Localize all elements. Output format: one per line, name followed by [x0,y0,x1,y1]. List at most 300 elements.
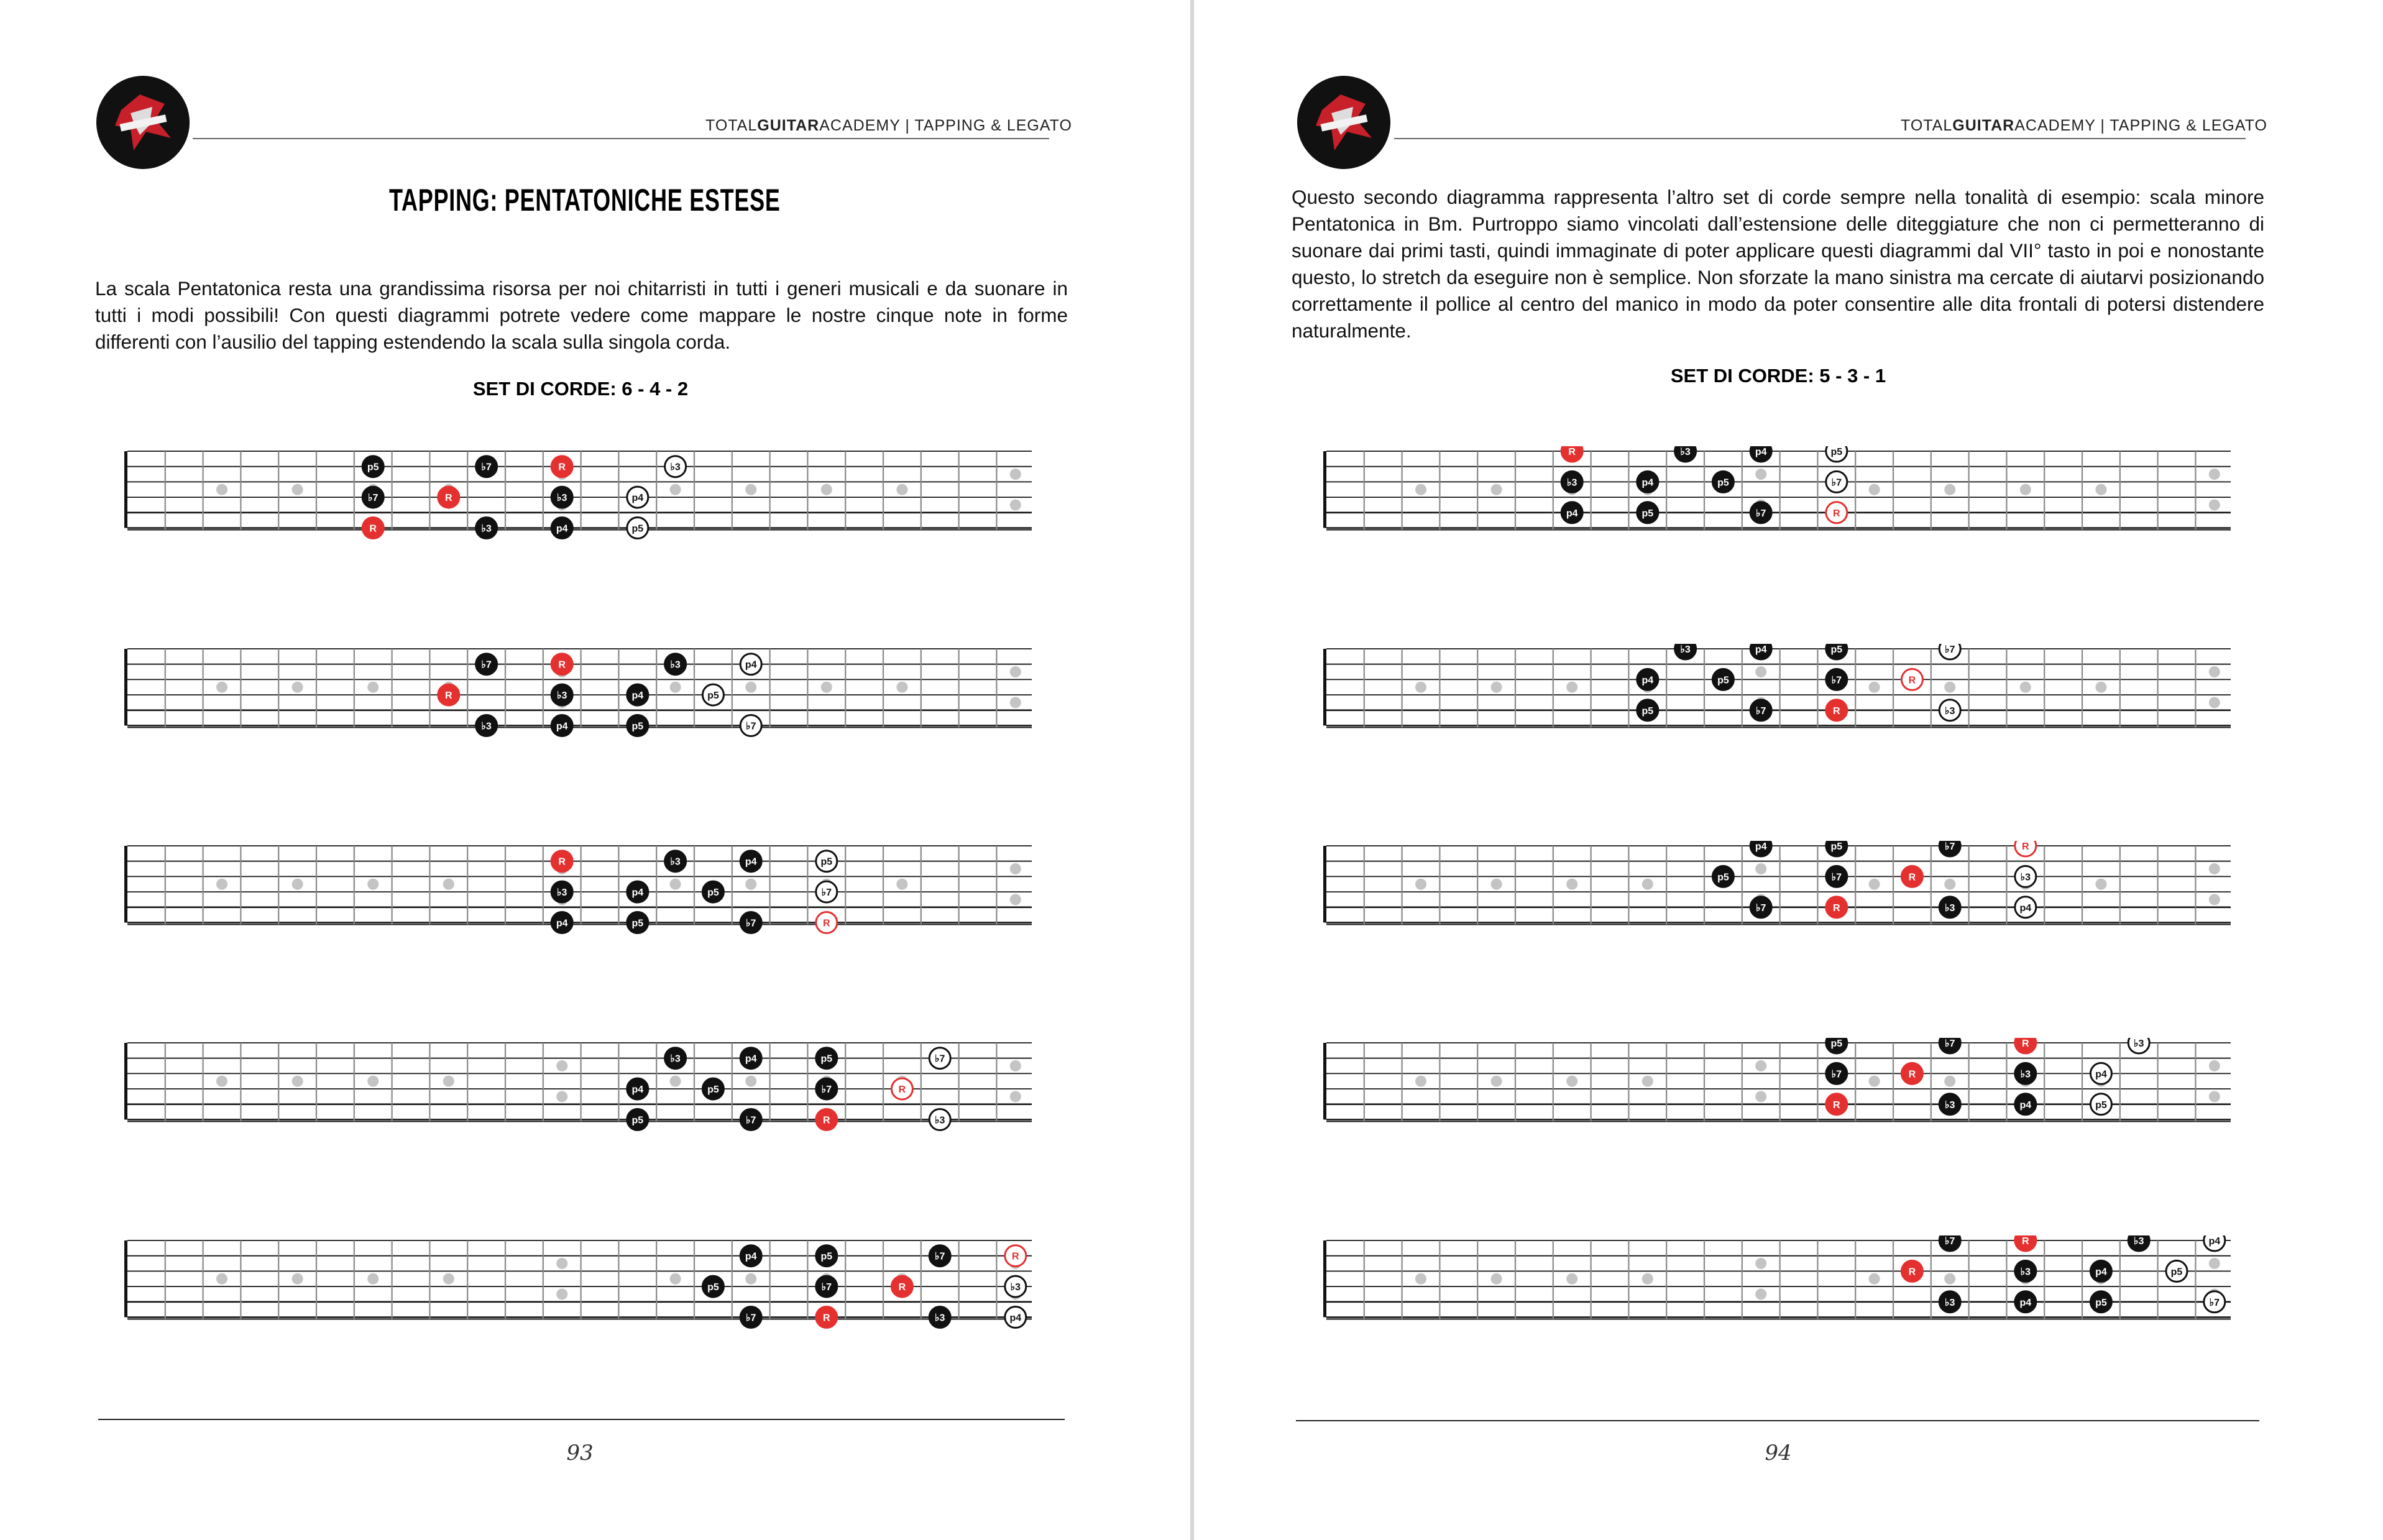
svg-text:R: R [2022,1236,2029,1247]
svg-text:♭3: ♭3 [934,1313,945,1324]
note-b7 [1826,471,1847,492]
note-p4 [1750,841,1771,856]
fret-marker [1415,1076,1426,1087]
string-set-label: SET DI CORDE: 6 - 4 - 2 [472,378,689,400]
note-b3 [1675,446,1696,462]
svg-text:R: R [898,1084,906,1096]
fret-marker [1010,894,1021,905]
note-b3 [1939,700,1960,721]
note-b7 [816,1276,837,1297]
note-R [1826,897,1847,918]
svg-text:♭7: ♭7 [934,1251,945,1262]
fret-marker [2209,863,2220,874]
fret-marker [745,484,756,495]
note-p5 [627,1109,648,1130]
fret-marker [292,1076,303,1087]
note-p5 [2090,1291,2111,1313]
svg-text:p5: p5 [367,462,379,473]
note-p4 [1561,502,1582,523]
svg-text:♭3: ♭3 [1680,644,1691,655]
svg-text:p5: p5 [820,1053,833,1065]
note-b7 [740,912,761,933]
svg-text:♭3: ♭3 [2020,1069,2031,1080]
svg-text:R: R [558,659,566,671]
fret-marker [292,879,303,890]
fret-marker [1944,879,1955,890]
note-p4 [627,684,648,705]
svg-text:♭7: ♭7 [821,1282,832,1293]
svg-text:p5: p5 [707,1084,719,1096]
svg-text:♭7: ♭7 [745,1115,756,1126]
fret-marker [216,484,227,495]
note-p5 [1637,700,1658,721]
academy-logo [96,76,190,169]
note-b7 [1826,866,1847,887]
svg-text:R: R [823,1115,830,1126]
svg-text:p4: p4 [556,523,568,534]
fret-marker [1415,484,1426,495]
fret-marker [1642,1273,1653,1285]
svg-text:p5: p5 [2095,1297,2107,1308]
note-R [816,1109,837,1130]
svg-text:♭3: ♭3 [2133,1236,2144,1247]
note-p4 [1637,471,1658,492]
fretboard-diagram-5 [1323,1235,2231,1400]
fret-marker [216,879,227,890]
fret-marker [443,879,454,890]
note-b7 [1750,502,1771,523]
fretboard-diagram-3 [1323,841,2231,1006]
svg-text:R: R [1908,1267,1916,1278]
note-R [551,456,572,477]
note-b7 [476,456,497,477]
svg-text:R: R [369,523,377,534]
fret-marker [2209,1258,2220,1269]
svg-text:♭7: ♭7 [821,887,832,899]
fret-marker [1869,1273,1880,1285]
svg-text:p5: p5 [631,523,644,534]
note-p4 [2204,1235,2225,1251]
note-p5 [702,881,723,902]
fret-marker [1755,1091,1766,1102]
svg-text:p4: p4 [2208,1236,2221,1247]
note-b7 [1939,644,1960,659]
svg-text:♭7: ♭7 [1831,1069,1842,1080]
svg-text:♭7: ♭7 [745,1313,756,1324]
svg-text:R: R [445,690,452,702]
note-p5 [1712,866,1733,887]
fret-marker [670,1273,681,1285]
note-b7 [816,1078,837,1099]
note-b7 [2204,1291,2225,1313]
note-R [1901,1260,1922,1281]
fret-marker [216,1273,227,1285]
svg-text:♭3: ♭3 [556,690,567,702]
note-p4 [1750,446,1771,462]
svg-text:p4: p4 [631,493,644,504]
fret-marker [1869,1076,1880,1087]
fret-marker [1010,666,1021,677]
note-b3 [1561,471,1582,492]
svg-text:♭7: ♭7 [1944,1236,1955,1247]
note-R [551,851,572,872]
svg-text:R: R [558,856,566,868]
note-p4 [2015,1094,2036,1115]
fret-marker [1755,863,1766,874]
note-R [816,1307,837,1328]
fret-marker [1755,1060,1766,1071]
note-p4 [551,518,572,539]
note-R [438,487,459,508]
note-b3 [665,851,686,872]
fret-marker [367,1076,379,1087]
string-set-label: SET DI CORDE: 5 - 3 - 1 [1670,365,1886,387]
fret-marker [1010,469,1021,480]
svg-text:♭7: ♭7 [1831,675,1842,686]
fret-marker [1491,879,1502,890]
fret-marker [443,1076,454,1087]
svg-text:R: R [2022,1038,2029,1049]
note-b3 [476,715,497,736]
note-b7 [740,715,761,736]
fret-marker [670,682,681,693]
svg-text:p4: p4 [745,659,757,671]
svg-text:p4: p4 [1755,447,1767,457]
fretboard-diagram-3 [124,841,1032,1006]
fret-marker [2209,1060,2220,1071]
header-rule [1394,138,2246,139]
note-p4 [551,715,572,736]
svg-text:♭7: ♭7 [1755,508,1766,519]
svg-text:R: R [1568,447,1576,457]
fret-marker [2020,484,2031,495]
fret-marker [821,682,832,693]
svg-text:p5: p5 [1717,872,1729,883]
note-p5 [1826,644,1847,659]
fret-marker [367,1273,379,1285]
svg-text:♭3: ♭3 [1944,902,1955,914]
svg-text:♭7: ♭7 [745,721,756,732]
fret-marker [1491,484,1502,495]
fret-marker [1566,1273,1577,1285]
note-p4 [2090,1260,2111,1281]
note-b7 [816,881,837,902]
svg-text:♭3: ♭3 [2020,872,2031,883]
svg-text:p5: p5 [1641,508,1654,519]
note-p5 [702,684,723,705]
svg-text:R: R [1833,1099,1840,1111]
note-b7 [1826,1063,1847,1084]
fretboard-diagram-1 [124,446,1032,611]
fret-marker [896,484,907,495]
note-p4 [2015,1291,2036,1313]
fret-marker [367,879,379,890]
fret-marker [670,1076,681,1087]
fret-marker [216,682,227,693]
note-b3 [1939,897,1960,918]
note-p5 [1712,669,1733,690]
fret-marker [2209,469,2220,480]
note-R [1901,1063,1922,1084]
note-b3 [476,518,497,539]
svg-text:p4: p4 [1641,675,1654,686]
fret-marker [1944,1076,1955,1087]
fret-marker [1944,1273,1955,1285]
svg-text:p5: p5 [707,1282,719,1293]
note-b7 [740,1109,761,1130]
fret-marker [1755,469,1766,480]
svg-text:p5: p5 [1717,675,1729,686]
fretboard-diagram-4 [124,1038,1032,1203]
note-p5 [1826,446,1847,462]
note-p4 [1637,669,1658,690]
note-b3 [2015,1063,2036,1084]
svg-text:p4: p4 [745,1251,757,1262]
note-R [362,518,383,539]
note-b7 [929,1245,950,1267]
running-header: TOTALGUITARACADEMY | TAPPING & LEGATO [705,117,1072,134]
fret-marker [745,682,756,693]
note-p4 [551,912,572,933]
note-p5 [1637,502,1658,523]
note-b7 [1826,669,1847,690]
note-b3 [665,1048,686,1069]
running-header: TOTALGUITARACADEMY | TAPPING & LEGATO [1901,117,2267,134]
svg-text:♭7: ♭7 [481,659,492,671]
note-b3 [551,881,572,902]
note-b3 [929,1109,950,1130]
header-rule [193,138,1049,139]
note-R [1901,866,1922,887]
note-R [1901,669,1922,690]
fret-marker [292,1273,303,1285]
fret-marker [1755,1258,1766,1269]
svg-text:p5: p5 [1830,644,1843,655]
svg-text:R: R [1908,675,1916,686]
note-b3 [1005,1276,1026,1297]
note-p5 [702,1276,723,1297]
note-b3 [1939,1094,1960,1115]
note-b3 [665,456,686,477]
svg-text:♭7: ♭7 [821,1084,832,1096]
note-R [816,912,837,933]
note-R [1561,446,1582,462]
note-R [1826,1094,1847,1115]
fret-marker [1755,1288,1766,1299]
svg-text:♭3: ♭3 [1566,477,1577,488]
note-b3 [665,654,686,675]
intro-paragraph: Questo secondo diagramma rappresenta l’altro set di corde sempre nella tonalità di esempio: scala minore Pentatonica in Bm. Purtroppo siamo vincolati dall’estensione delle diteggiature che non ci permetteranno di suonare dai primi tasti, quindi immaginate di poter applicare questi diagrammi dal VII° tasto in poi e nonostante questo, lo stretch da eseguire non è semplice. Non sforzate la mano sinistra ma cercate di aiutarvi posizionando correttamente il pollice al centro del manico in modo da poter consentire alle dita frontali di potersi distendere naturalmente. [1292,186,2264,342]
svg-text:♭3: ♭3 [556,887,567,899]
svg-text:♭7: ♭7 [1755,902,1766,914]
svg-text:♭7: ♭7 [481,462,492,473]
svg-text:♭3: ♭3 [481,523,492,534]
note-p4 [1750,644,1771,659]
note-p5 [627,912,648,933]
fret-marker [1869,484,1880,495]
fret-marker [745,1076,756,1087]
fret-marker [2020,682,2031,693]
svg-text:p4: p4 [556,721,568,732]
svg-text:p5: p5 [1830,1038,1843,1049]
right-page [1194,0,2383,1540]
fret-marker [292,484,303,495]
svg-text:p5: p5 [631,918,644,929]
fret-marker [1010,1091,1021,1102]
fret-marker [896,879,907,890]
fret-marker [1491,1273,1502,1285]
note-R [2015,841,2036,856]
note-b7 [740,1307,761,1328]
note-b3 [2128,1038,2149,1053]
fret-marker [1944,484,1955,495]
fret-marker [1566,682,1577,693]
fret-marker [2095,879,2106,890]
svg-text:p5: p5 [631,1115,644,1126]
fret-marker [556,1060,567,1071]
note-R [2015,1235,2036,1251]
logo-artwork [96,76,190,169]
fret-marker [2209,1091,2220,1102]
svg-text:p4: p4 [1009,1313,1022,1324]
svg-text:p5: p5 [707,690,719,702]
fret-marker [1010,499,1021,510]
svg-text:R: R [898,1282,906,1293]
note-p5 [627,715,648,736]
svg-text:♭3: ♭3 [934,1115,945,1126]
fret-marker [745,879,756,890]
note-p4 [627,487,648,508]
note-p4 [740,1048,761,1069]
fret-marker [1566,1076,1577,1087]
note-R [891,1078,912,1099]
note-b7 [1750,897,1771,918]
note-R [438,684,459,705]
svg-text:♭3: ♭3 [670,1053,681,1065]
fret-marker [556,1288,567,1299]
note-b3 [551,487,572,508]
footer-rule [98,1419,1065,1420]
note-b7 [1939,841,1960,856]
fret-marker [443,1273,454,1285]
note-b7 [362,487,383,508]
svg-text:R: R [1833,902,1840,914]
svg-text:♭3: ♭3 [670,856,681,868]
fret-marker [821,484,832,495]
fret-marker [2209,894,2220,905]
svg-text:p5: p5 [820,1251,833,1262]
note-b3 [929,1307,950,1328]
fretboard-diagram-2 [1323,644,2231,809]
svg-text:p4: p4 [2019,1099,2032,1111]
logo-artwork [1297,76,1390,169]
fret-marker [1491,682,1502,693]
svg-text:♭3: ♭3 [1944,705,1955,717]
note-p5 [1712,471,1733,492]
note-p5 [2090,1094,2111,1115]
note-b3 [1675,644,1696,659]
svg-text:p5: p5 [1641,705,1654,717]
fretboard-diagram-2 [124,644,1032,809]
svg-text:p4: p4 [556,918,568,929]
svg-text:♭7: ♭7 [1944,1038,1955,1049]
note-p5 [816,1245,837,1267]
note-R [1826,700,1847,721]
svg-text:♭7: ♭7 [1755,705,1766,717]
svg-text:p5: p5 [707,887,719,899]
svg-text:p4: p4 [2019,1297,2032,1308]
fret-marker [2209,666,2220,677]
fret-marker [2209,697,2220,708]
svg-text:p4: p4 [745,856,757,868]
svg-text:♭3: ♭3 [670,659,681,671]
fret-marker [896,682,907,693]
svg-text:♭7: ♭7 [1944,841,1955,852]
note-b7 [929,1048,950,1069]
fretboard-diagram-5 [124,1235,1032,1400]
note-p4 [740,1245,761,1267]
note-b3 [2015,1260,2036,1281]
svg-text:p4: p4 [631,1084,644,1096]
fret-marker [216,1076,227,1087]
svg-text:♭7: ♭7 [1831,872,1842,883]
svg-text:♭7: ♭7 [934,1053,945,1065]
fret-marker [1944,682,1955,693]
svg-text:p4: p4 [631,887,644,899]
note-p4 [2090,1063,2111,1084]
fret-marker [1415,879,1426,890]
svg-text:♭3: ♭3 [1010,1282,1021,1293]
svg-text:R: R [1833,508,1840,519]
svg-text:p4: p4 [1566,508,1578,519]
svg-text:p5: p5 [2095,1099,2107,1111]
fret-marker [2209,499,2220,510]
fret-marker [670,484,681,495]
svg-text:R: R [445,493,452,504]
fret-marker [745,1273,756,1285]
fret-marker [1566,879,1577,890]
page-number: 94 [1765,1441,1792,1465]
svg-text:p5: p5 [1717,477,1729,488]
svg-text:p5: p5 [820,856,833,868]
svg-text:R: R [823,1313,830,1324]
svg-text:♭3: ♭3 [1944,1099,1955,1111]
note-p4 [627,881,648,902]
fret-marker [1755,666,1766,677]
svg-text:p4: p4 [2095,1069,2107,1080]
fret-marker [367,682,379,693]
svg-text:p4: p4 [2019,902,2032,914]
note-b3 [2015,866,2036,887]
note-p4 [740,851,761,872]
note-b3 [1939,1291,1960,1313]
svg-text:R: R [2022,841,2029,852]
svg-text:p5: p5 [2170,1267,2183,1278]
left-page [0,0,1190,1540]
note-p4 [2015,897,2036,918]
svg-text:R: R [1012,1251,1019,1262]
svg-text:♭3: ♭3 [481,721,492,732]
fretboard-diagram-4 [1323,1038,2231,1203]
note-p5 [816,1048,837,1069]
fret-marker [292,682,303,693]
note-p5 [2166,1260,2187,1281]
note-R [1826,502,1847,523]
fret-marker [556,1258,567,1269]
page-title: TAPPING: PENTATONICHE ESTESE [389,183,781,218]
fret-marker [670,879,681,890]
note-b3 [551,684,572,705]
